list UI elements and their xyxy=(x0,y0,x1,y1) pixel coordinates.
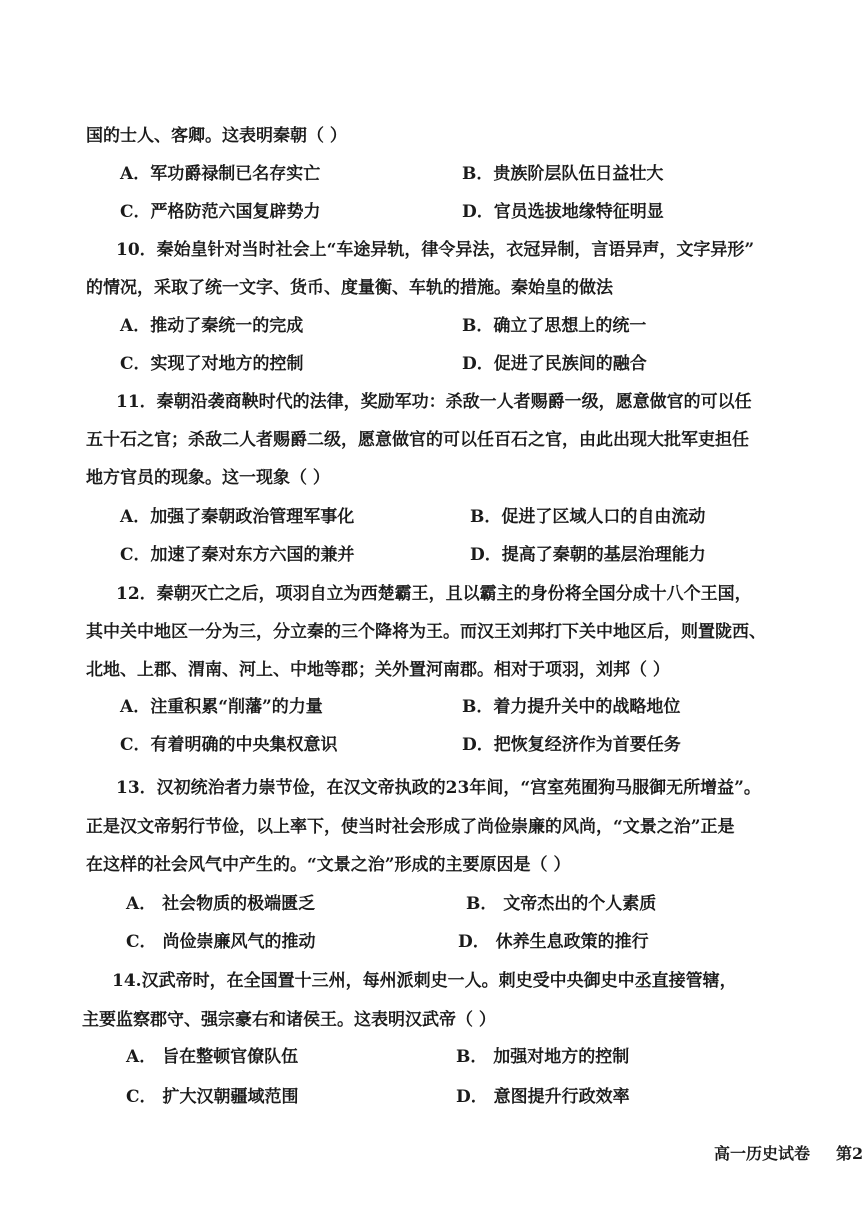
q14-option-b: B． 加强对地方的控制 xyxy=(456,1047,630,1067)
footer-page-number: 第2 xyxy=(836,1144,864,1163)
q11-option-d: D．提高了秦朝的基层治理能力 xyxy=(470,545,706,565)
q11-stem-line-2: 五十石之官；杀敌二人者赐爵二级，愿意做官的可以任百石之官，由此出现大批军吏担任 xyxy=(86,430,749,450)
q12-option-b: B．着力提升关中的战略地位 xyxy=(462,697,681,717)
q12-stem-line-2: 其中关中地区一分为三，分立秦的三个降将为王。而汉王刘邦打下关中地区后，则置陇西、 xyxy=(86,622,766,642)
q10-option-d: D．促进了民族间的融合 xyxy=(462,354,647,374)
q11-option-a: A．加强了秦朝政治管理军事化 xyxy=(120,507,355,527)
q13-option-a: A． 社会物质的极端匮乏 xyxy=(126,894,316,914)
q14-option-d: D． 意图提升行政效率 xyxy=(456,1087,630,1107)
q13-stem-line-1: 13．汉初统治者力崇节俭，在汉文帝执政的23年间，“宫室苑囿狗马服御无所增益”。 xyxy=(116,778,761,798)
q12-stem-line-3: 北地、上郡、渭南、河上、中地等郡；关外置河南郡。相对于项羽，刘邦（ ） xyxy=(86,660,670,680)
q9-option-c: C．严格防范六国复辟势力 xyxy=(120,202,321,222)
q11-stem-line-1: 11．秦朝沿袭商鞅时代的法律，奖励军功：杀敌一人者赐爵一级，愿意做官的可以任 xyxy=(116,392,752,412)
q9-stem: 国的士人、客卿。这表明秦朝（ ） xyxy=(86,126,347,146)
q12-option-a: A．注重积累“削藩”的力量 xyxy=(120,697,323,717)
q11-option-b: B．促进了区域人口的自由流动 xyxy=(470,507,706,527)
q10-option-b: B．确立了思想上的统一 xyxy=(462,316,647,336)
footer-course: 高一历史试卷 xyxy=(714,1144,811,1163)
q9-option-a: A．军功爵禄制已名存实亡 xyxy=(120,164,321,184)
q12-option-c: C．有着明确的中央集权意识 xyxy=(120,735,338,755)
q14-stem-line-2: 主要监察郡守、强宗豪右和诸侯王。这表明汉武帝（ ） xyxy=(82,1010,496,1030)
q12-option-d: D．把恢复经济作为首要任务 xyxy=(462,735,681,755)
q14-option-c: C． 扩大汉朝疆域范围 xyxy=(126,1087,299,1107)
q13-option-d: D． 休养生息政策的推行 xyxy=(458,932,649,952)
q13-stem-line-2: 正是汉文帝躬行节俭，以上率下，使当时社会形成了尚俭崇廉的风尚，“文景之治”正是 xyxy=(86,817,735,837)
q11-option-c: C．加速了秦对东方六国的兼并 xyxy=(120,545,355,565)
q10-stem-line-1: 10．秦始皇针对当时社会上“车途异轨，律令异法，衣冠异制，言语异声，文字异形” xyxy=(116,240,755,260)
q13-option-b: B． 文帝杰出的个人素质 xyxy=(466,894,657,914)
q12-stem-line-1: 12．秦朝灭亡之后，项羽自立为西楚霸王，且以霸主的身份将全国分成十八个王国， xyxy=(116,584,752,604)
q14-stem-line-1: 14.汉武帝时，在全国置十三州，每州派刺史一人。刺史受中央御史中丞直接管辖， xyxy=(112,971,737,991)
q13-option-c: C． 尚俭崇廉风气的推动 xyxy=(126,932,316,952)
q14-option-a: A． 旨在整顿官僚队伍 xyxy=(126,1047,299,1067)
q11-stem-line-3: 地方官员的现象。这一现象（ ） xyxy=(86,468,330,488)
q10-option-c: C．实现了对地方的控制 xyxy=(120,354,304,374)
q10-stem-line-2: 的情况，采取了统一文字、货币、度量衡、车轨的措施。秦始皇的做法 xyxy=(86,278,613,298)
q10-option-a: A．推动了秦统一的完成 xyxy=(120,316,304,336)
q9-option-b: B．贵族阶层队伍日益壮大 xyxy=(462,164,664,184)
q9-option-d: D．官员选拔地缘特征明显 xyxy=(462,202,664,222)
q13-stem-line-3: 在这样的社会风气中产生的。“文景之治”形成的主要原因是（ ） xyxy=(86,855,571,875)
